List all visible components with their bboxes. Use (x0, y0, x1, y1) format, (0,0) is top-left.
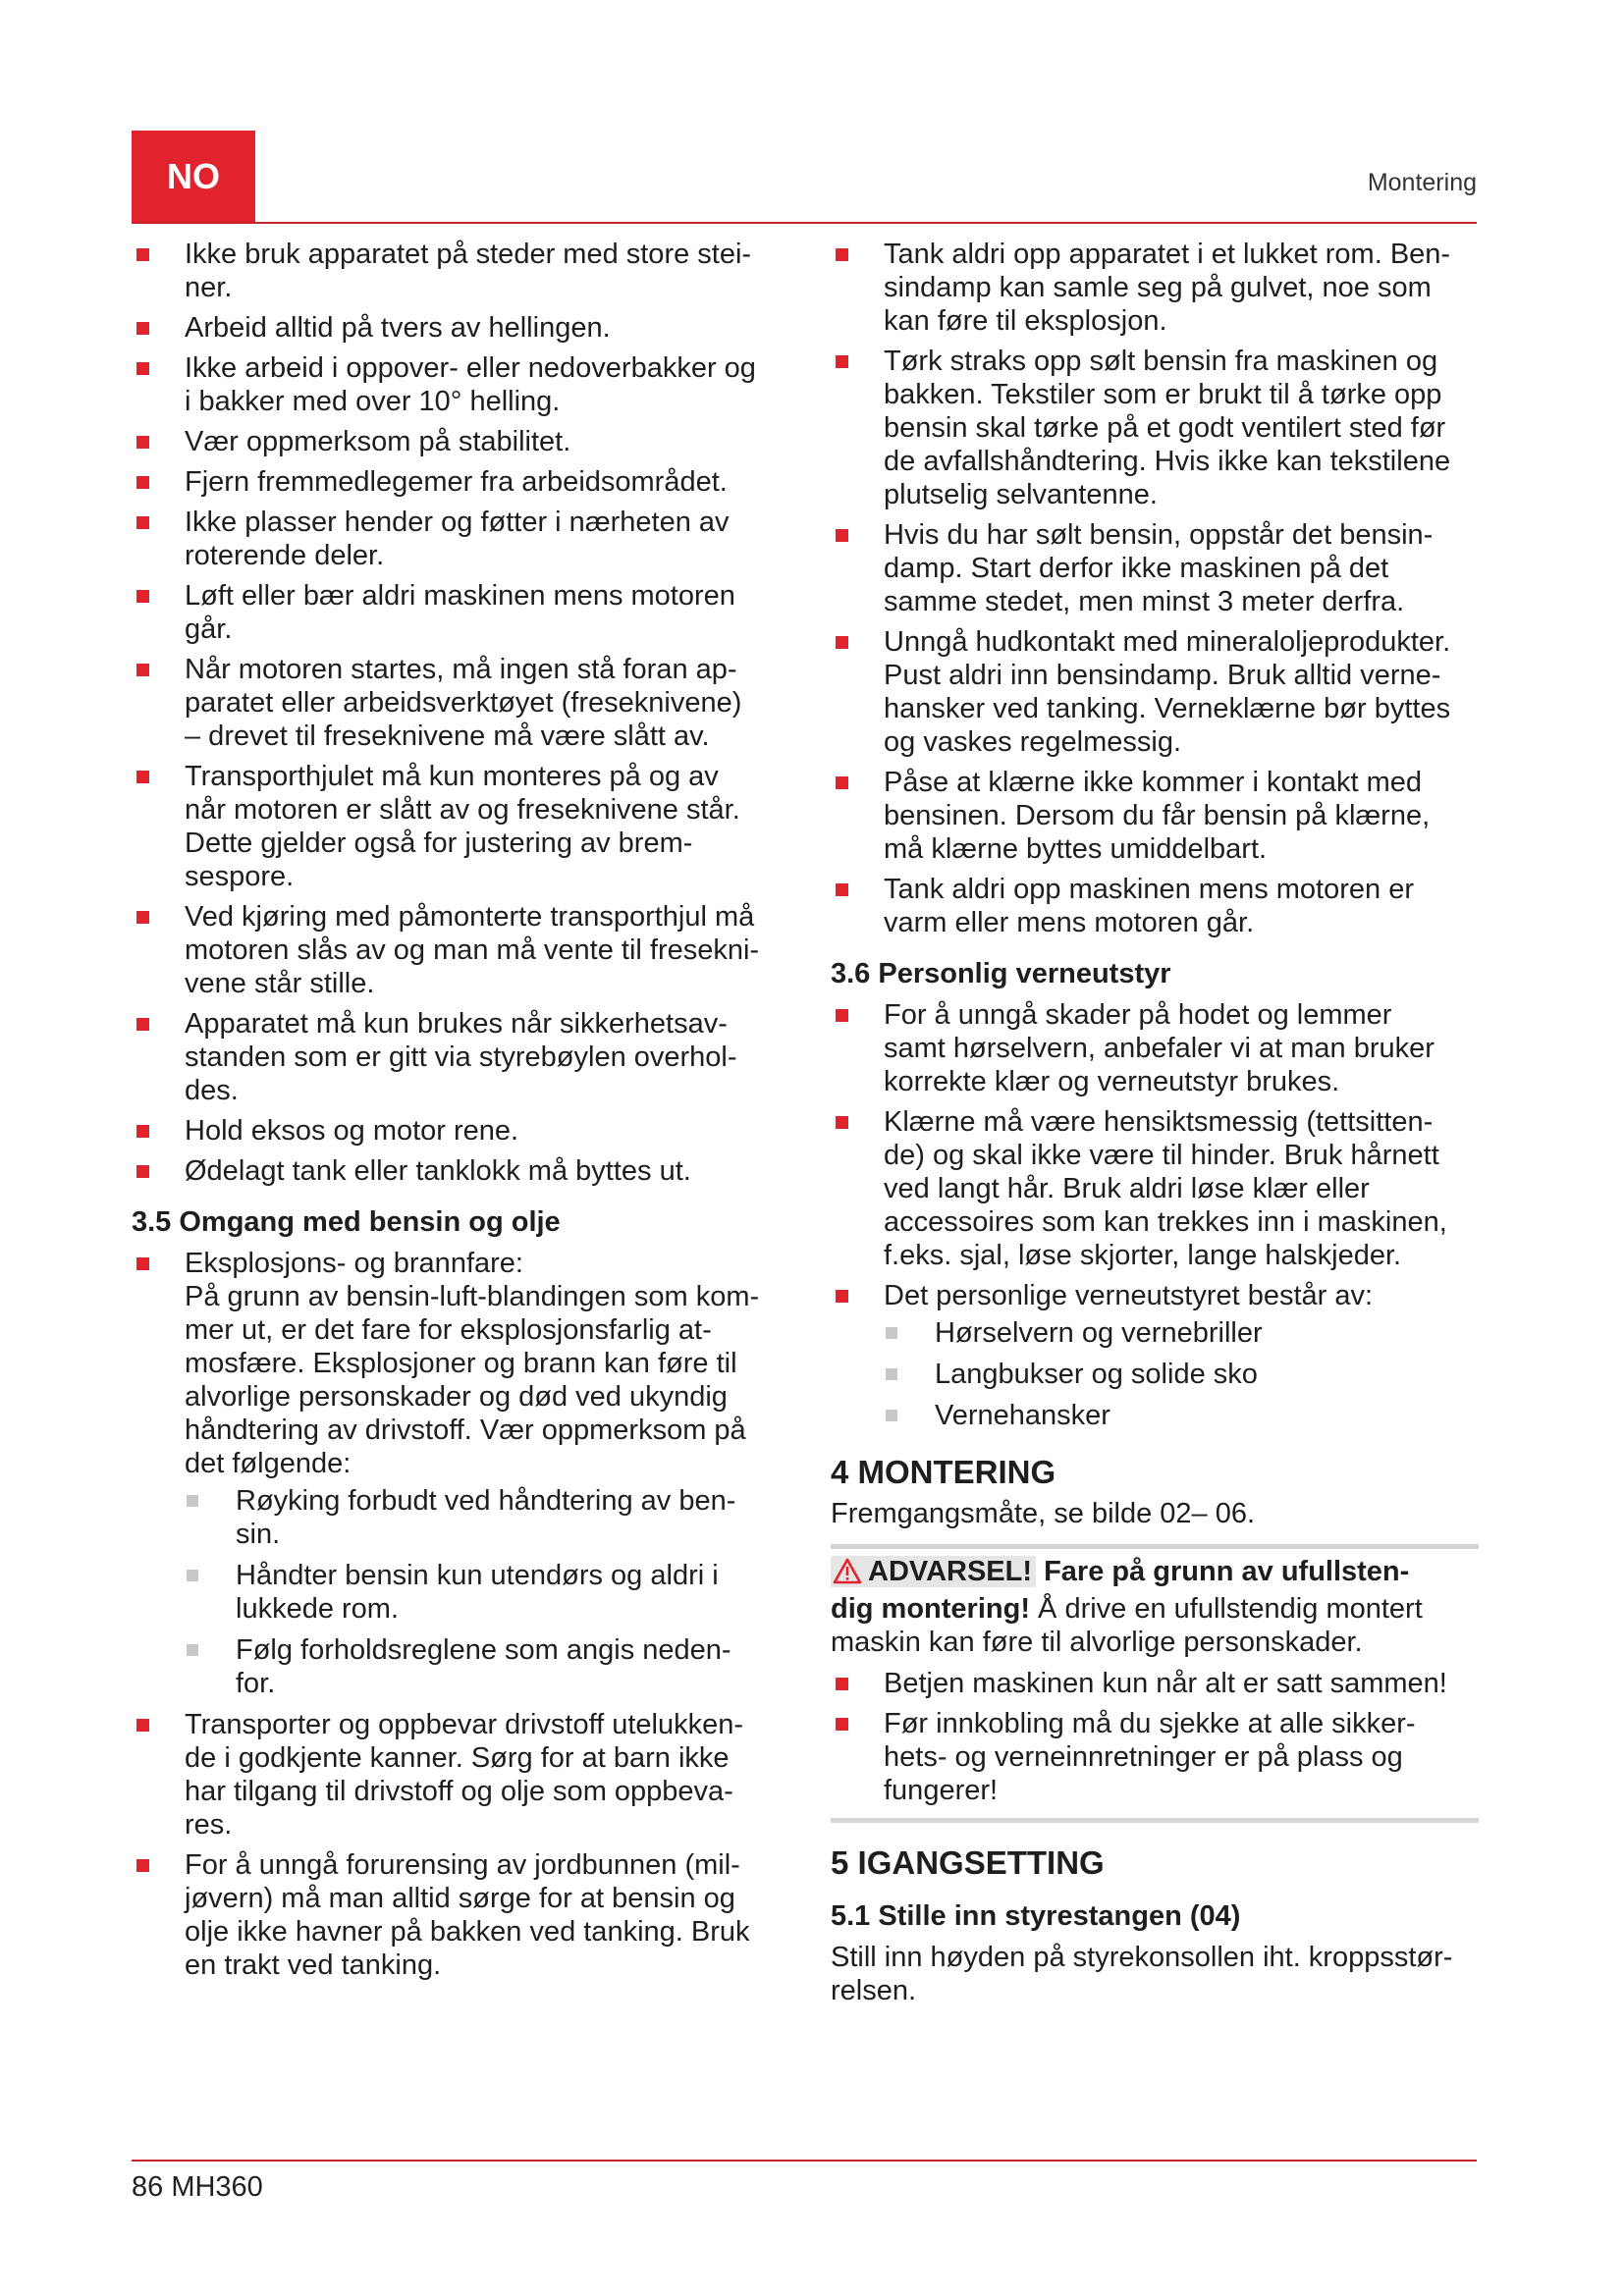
warning-list (831, 1667, 1479, 1807)
right-column (831, 238, 1479, 2015)
fire-hazard-text: På grunn av bensin-luft-blandingen som kom- mer ut, er det fare for eksplosjonsfarlig at- mosfære. Eksplosjoner og brann kan føre til alvorlige personskader og død ved ukyndig håndtering av drivstoff. Vær oppmerksom på det følgende: (185, 1281, 760, 1479)
chapter-heading-5: 5 IGANGSETTING (831, 1844, 1105, 1881)
list-item: For å unngå forurensing av jordbunnen (mil- jøvern) må man alltid sørge for at bensin og olje ikke havner på bakken ved tanking. Bruk en trakt ved tanking. (132, 1848, 780, 1982)
list-item: Betjen maskinen kun når alt er satt sammen! (831, 1667, 1479, 1700)
list-item: Påse at klærne ikke kommer i kontakt med bensinen. Dersom du får bensin på klærne, må klærne byttes umiddelbart. (831, 766, 1479, 866)
section-header-title: Montering (1367, 169, 1477, 196)
sub-list-item: Røyking forbudt ved håndtering av ben- sin. (185, 1484, 780, 1551)
list-item: Når motoren startes, må ingen stå foran ap- paratet eller arbeidsverktøyet (freseknivene) – drevet til freseknivene må være slått av. (132, 653, 780, 753)
list-item (831, 1279, 1479, 1432)
list-item: Transporthjulet må kun monteres på og av når motoren er slått av og freseknivene står. Dette gjelder også for justering av brem- sespore. (132, 760, 780, 893)
fuel-safety-list (831, 238, 1479, 939)
section-heading-5-1: 5.1 Stille inn styrestangen (04) (831, 1900, 1241, 1932)
list-item: Vær oppmerksom på stabilitet. (132, 425, 780, 458)
warning-triangle-icon (833, 1558, 862, 1592)
list-item: Hvis du har sølt bensin, oppstår det bensin- damp. Start derfor ikke maskinen på det samme stedet, men minst 3 meter derfra. (831, 518, 1479, 618)
sub-list-item: Langbukser og solide sko (884, 1358, 1479, 1391)
warning-paragraph (831, 1555, 1479, 1659)
warning-label-text: ADVARSEL! (868, 1556, 1033, 1587)
list-item: Fjern fremmedlegemer fra arbeidsområdet. (132, 465, 780, 499)
list-item: Transporter og oppbevar drivstoff utelukken- de i godkjente kanner. Sørg for at barn ikke har tilgang til drivstoff og olje som oppbeva- res. (132, 1708, 780, 1842)
list-item: Løft eller bær aldri maskinen mens motoren går. (132, 579, 780, 646)
equipment-sublist (884, 1316, 1479, 1432)
language-tab: NO (132, 131, 255, 222)
list-item: For å unngå skader på hodet og lemmer samt hørselvern, anbefaler vi at man bruker korrekte klær og verneutstyr brukes. (831, 998, 1479, 1098)
list-item: Ikke plasser hender og føtter i nærheten av roterende deler. (132, 506, 780, 572)
warning-box (831, 1544, 1479, 1823)
list-item: Apparatet må kun brukes når sikkerhetsav- standen som er gitt via styrebøylen overhol- des. (132, 1007, 780, 1107)
list-item: Arbeid alltid på tvers av hellingen. (132, 311, 780, 345)
section-5-1-text: Still inn høyden på styrekonsollen iht. kroppsstør- relsen. (831, 1942, 1453, 2006)
safety-list-1 (132, 238, 780, 1188)
list-item: Klærne må være hensiktsmessig (tettsitten- de) og skal ikke være til hinder. Bruk hårnett ved langt hår. Bruk aldri løse klær eller accessoires som kan trekkes inn i maskinen, f.eks. sjal, løse skjorter, lange halskjeder. (831, 1105, 1479, 1272)
header-divider (132, 222, 1477, 224)
list-item: Ikke bruk apparatet på steder med store stei- ner. (132, 238, 780, 304)
sub-list-item: Hørselvern og vernebriller (884, 1316, 1479, 1350)
list-item: Hold eksos og motor rene. (132, 1114, 780, 1148)
list-item: Ikke arbeid i oppover- eller nedoverbakker og i bakker med over 10° helling. (132, 351, 780, 418)
list-item: Tørk straks opp sølt bensin fra maskinen og bakken. Tekstiler som er brukt til å tørke opp bensin skal tørke på et godt ventilert sted før de avfallshåndtering. Hvis ikke kan tekstilene plutselig selvantenne. (831, 345, 1479, 511)
sub-list-item: Håndter bensin kun utendørs og aldri i lukkede rom. (185, 1559, 780, 1626)
fire-hazard-sublist (185, 1484, 780, 1700)
list-item: Før innkobling må du sjekke at alle sikker- hets- og verneinnretninger er på plass og fungerer! (831, 1707, 1479, 1807)
footer-divider (132, 2160, 1477, 2162)
list-item: Ødelagt tank eller tanklokk må byttes ut. (132, 1154, 780, 1188)
warning-text: Å drive en ufullstendig montert maskin kan føre til alvorlige personskader. (831, 1593, 1423, 1658)
warning-bold-text: Fare på grunn av ufullsten- dig montering! (831, 1556, 1410, 1625)
list-item: Tank aldri opp apparatet i et lukket rom. Ben- sindamp kan samle seg på gulvet, noe som kan føre til eksplosjon. (831, 238, 1479, 338)
chapter-4-text: Fremgangsmåte, se bilde 02– 06. (831, 1498, 1256, 1529)
list-item: Tank aldri opp maskinen mens motoren er varm eller mens motoren går. (831, 873, 1479, 939)
sub-list-item: Vernehansker (884, 1399, 1479, 1432)
protective-equipment-list (831, 998, 1479, 1432)
equipment-intro: Det personlige verneutstyret består av: (884, 1280, 1374, 1311)
page-number: 86 MH360 (132, 2171, 263, 2203)
list-item: Ved kjøring med påmonterte transporthjul må motoren slås av og man må vente til fresekni- vene står stille. (132, 900, 780, 1000)
left-column (132, 238, 780, 1989)
list-item: Unngå hudkontakt med mineraloljeprodukter. Pust aldri inn bensindamp. Bruk alltid verne- hansker ved tanking. Verneklærne bør byttes og vaskes regelmessig. (831, 625, 1479, 759)
sub-list-item: Følg forholdsreglene som angis neden- for. (185, 1633, 780, 1700)
warning-label (831, 1556, 1036, 1587)
fire-hazard-title: Eksplosjons- og brannfare: (185, 1248, 523, 1279)
list-item (132, 1247, 780, 1700)
fuel-handling-list (132, 1247, 780, 1982)
section-heading-3-5: 3.5 Omgang med bensin og olje (132, 1206, 561, 1238)
section-heading-3-6: 3.6 Personlig verneutstyr (831, 958, 1171, 989)
chapter-heading-4: 4 MONTERING (831, 1454, 1056, 1490)
